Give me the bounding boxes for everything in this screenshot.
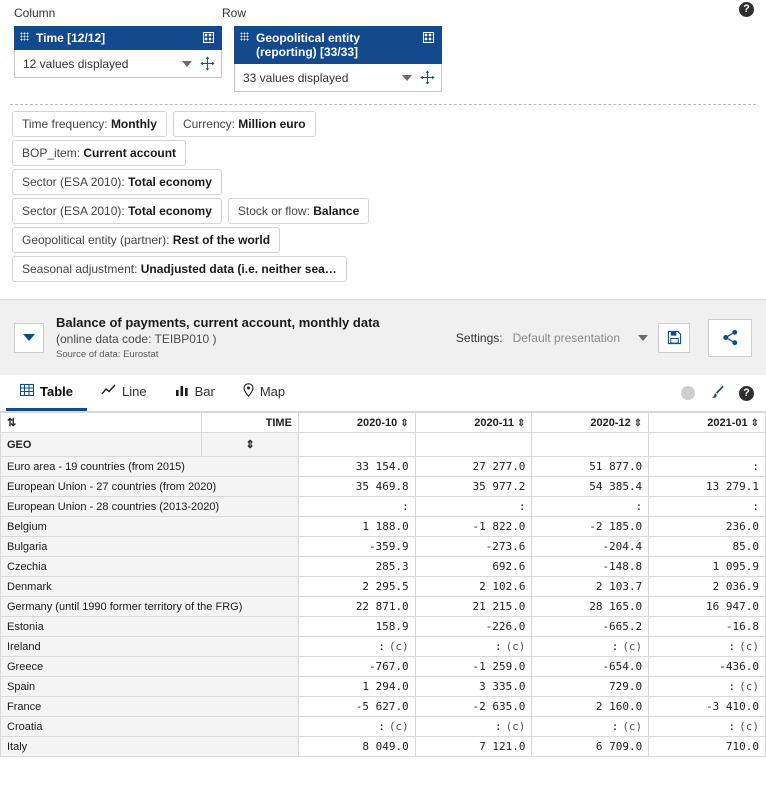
dimension-selector-area [0,0,766,92]
geo-row-spacer [415,433,532,457]
table-cell-value: : (c) [649,717,766,737]
table-row[interactable] [1,577,766,597]
table-row[interactable] [1,717,766,737]
column-header-label: 2021-01 [707,416,748,429]
sort-updown-icon[interactable]: ⇕ [245,439,255,451]
geo-header-row [1,433,766,457]
column-header-label: 2020-12 [590,416,631,429]
filter-chip-value: Total economy [128,204,212,218]
table-row[interactable] [1,677,766,697]
geo-header[interactable]: GEO [1,433,202,457]
filter-chip[interactable] [12,169,222,195]
table-cell-value: -2 185.0 [532,517,649,537]
table-cell-value: 2 160.0 [532,697,649,717]
filter-chip-value: Current account [83,146,177,160]
table-cell-value: 21 215.0 [415,597,532,617]
table-cell-value: 54 385.4 [532,477,649,497]
table-cell-value: 35 977.2 [415,477,532,497]
sort-icon[interactable]: ⇕ [633,417,643,429]
drag-grip-icon[interactable] [240,32,249,41]
data-table [0,412,766,757]
chevron-down-icon[interactable] [182,61,192,67]
row-geo-label: Ireland [1,637,299,657]
filter-chip-row [12,140,754,166]
table-cell-value: 85.0 [649,537,766,557]
table-cell-value: -359.9 [298,537,415,557]
table-cell-value: -1 259.0 [415,657,532,677]
tab-bar[interactable] [161,375,229,411]
table-cell-value: : (c) [649,677,766,697]
filter-chip-value: Rest of the world [172,233,271,247]
table-cell-value: 1 294.0 [298,677,415,697]
globe-icon[interactable] [681,386,695,400]
filter-chip-value: Million euro [238,117,306,131]
value-flag: (c) [622,640,643,653]
filter-chip-label: Stock or flow: [237,204,310,218]
chevron-down-icon[interactable] [402,75,412,81]
table-cell-value: -148.8 [532,557,649,577]
table-cell-value: : [532,497,649,517]
row-geo-label: Spain [1,677,299,697]
filter-chip-value: Monthly [110,117,157,131]
tab-label: Table [40,384,73,399]
table-cell-value: -1 822.0 [415,517,532,537]
help-icon[interactable]: ? [739,386,754,401]
dataset-code: (online data code: TEIBP010 ) [56,332,217,346]
table-row[interactable] [1,497,766,517]
line-chart-icon [101,383,116,400]
table-cell-value: 692.6 [415,557,532,577]
sort-icon[interactable]: ⇅ [7,417,17,429]
page-title: Balance of payments, current account, monthly data [56,315,380,330]
table-cell-value: : (c) [649,637,766,657]
tile-icon[interactable] [423,32,434,43]
filter-chip-row [12,111,754,137]
table-row[interactable] [1,657,766,677]
table-cell-value: : (c) [298,717,415,737]
column-dimension-selector[interactable] [14,26,222,78]
column-header-3[interactable] [649,413,766,433]
sort-icon[interactable]: ⇕ [517,417,526,429]
table-body [1,457,766,757]
tab-line[interactable] [87,375,161,411]
tab-label: Bar [194,384,215,399]
sort-icon[interactable]: ⇕ [400,417,409,429]
table-cell-value: 2 102.6 [415,577,532,597]
column-label: Column [14,6,56,20]
value-flag: (c) [622,720,643,733]
row-geo-label: Czechia [1,557,299,577]
column-header-label: 2020-10 [356,416,398,429]
table-cell-value: 2 036.9 [649,577,766,597]
table-cell-value: 16 947.0 [649,597,766,617]
row-dimension-value-row[interactable] [234,64,442,92]
filter-chips [0,105,766,289]
table-cell-value: : (c) [415,717,532,737]
table-cell-value: -665.2 [532,617,649,637]
table-row[interactable] [1,457,766,477]
table-row[interactable] [1,637,766,657]
filter-chip-label: Sector (ESA 2010): [22,204,125,218]
filter-chip[interactable] [12,227,280,253]
table-cell-value: -226.0 [415,617,532,637]
settings-value: Default presentation [512,330,620,345]
table-cell-value: : (c) [415,637,532,657]
table-cell-value: 8 049.0 [298,737,415,757]
table-cell-value: 51 877.0 [532,457,649,477]
table-row[interactable] [1,557,766,577]
row-geo-label: Estonia [1,617,299,637]
column-header-0[interactable] [298,413,415,433]
filter-chip-label: Seasonal adjustment: [22,262,138,276]
time-header[interactable]: TIME [202,413,299,433]
tab-map[interactable] [229,375,299,411]
table-cell-value: : [415,497,532,517]
filter-chip-row [12,169,754,195]
row-geo-label: Denmark [1,577,299,597]
table-icon [20,383,34,400]
table-cell-value: -2 635.0 [415,697,532,717]
filter-chip[interactable] [12,111,167,137]
tab-label: Line [122,384,147,399]
table-cell-value: 28 165.0 [532,597,649,617]
row-geo-label: European Union - 28 countries (2013-2020) [1,497,299,517]
table-cell-value: -436.0 [649,657,766,677]
filter-chip-row [12,256,754,282]
geo-row-spacer [649,433,766,457]
table-cell-value: 33 154.0 [298,457,415,477]
share-button[interactable] [708,319,752,357]
table-cell-value: : (c) [532,637,649,657]
bar-chart-icon [175,383,189,400]
tile-icon[interactable] [203,32,214,43]
filter-chip[interactable] [12,140,186,166]
column-header-1[interactable] [415,413,532,433]
row-geo-label: Greece [1,657,299,677]
table-cell-value: 710.0 [649,737,766,757]
row-geo-label: Croatia [1,717,299,737]
chevron-down-icon[interactable] [638,335,648,341]
table-cell-value: : (c) [532,717,649,737]
dimension-labels [0,0,766,22]
row-geo-label: Bulgaria [1,537,299,557]
row-label: Row [222,6,247,20]
table-cell-value: : [649,457,766,477]
table-cell-value: 285.3 [298,557,415,577]
filter-chip-value: Unadjusted data (i.e. neither sea… [140,262,337,276]
dataset-header-band [0,299,766,375]
filter-chip-row [12,198,754,224]
sort-toggle-cell[interactable] [1,413,202,433]
table-cell-value: -204.4 [532,537,649,557]
save-button[interactable] [658,323,690,353]
view-tabs [0,375,766,412]
filter-chip-value: Balance [313,204,360,218]
table-cell-value: -16.8 [649,617,766,637]
table-cell-value: : (c) [298,637,415,657]
table-cell-value: -767.0 [298,657,415,677]
row-geo-label: France [1,697,299,717]
dataset-title-block [56,315,456,360]
table-row[interactable] [1,477,766,497]
value-flag: (c) [388,720,409,733]
column-header-label: 2020-11 [474,416,515,429]
filter-chip-row [12,227,754,253]
table-cell-value: 35 469.8 [298,477,415,497]
filter-chip[interactable] [12,198,222,224]
row-geo-label: Euro area - 19 countries (from 2015) [1,457,299,477]
column-dimension-value-row[interactable] [14,50,222,78]
table-cell-value: 1 095.9 [649,557,766,577]
table-row[interactable] [1,697,766,717]
row-dimension-header[interactable] [234,26,442,64]
chevron-down-icon [23,334,35,341]
column-header-2[interactable] [532,413,649,433]
help-icon[interactable]: ? [739,2,754,17]
table-header-row [1,413,766,433]
row-dimension-title: Geopolitical entity (reporting) [33/33] [256,31,361,59]
drag-grip-icon[interactable] [20,32,29,41]
filter-chip[interactable] [12,256,347,282]
table-cell-value: 6 709.0 [532,737,649,757]
tab-right-icons [681,375,766,411]
filter-chip-label: BOP_item: [22,146,81,160]
table-cell-value: 729.0 [532,677,649,697]
brush-icon[interactable] [709,384,725,403]
row-geo-label: Italy [1,737,299,757]
geo-row-spacer [532,433,649,457]
tab-table[interactable] [6,375,87,411]
table-cell-value: 27 277.0 [415,457,532,477]
column-dimension-header[interactable] [14,26,222,50]
settings-select[interactable] [513,331,648,345]
filter-chip-label: Sector (ESA 2010): [22,175,125,189]
collapse-button[interactable] [14,323,44,353]
move-icon[interactable] [420,70,435,85]
row-dimension-value: 33 values displayed [243,70,349,85]
share-icon [722,329,739,346]
dataset-actions [456,319,752,357]
table-cell-value: 158.9 [298,617,415,637]
row-dimension-selector[interactable] [234,26,442,92]
selectors [0,22,766,92]
filter-chip[interactable] [228,198,369,224]
column-dimension-value: 12 values displayed [23,56,129,71]
table-cell-value: 13 279.1 [649,477,766,497]
tab-label: Map [259,384,286,399]
filter-chip[interactable] [173,111,316,137]
value-flag: (c) [739,720,759,733]
geo-row-spacer [298,433,415,457]
table-cell-value: 22 871.0 [298,597,415,617]
table-cell-value: 236.0 [649,517,766,537]
row-geo-label: Germany (until 1990 former territory of the FRG) [1,597,299,617]
value-flag: (c) [388,640,409,653]
table-cell-value: -654.0 [532,657,649,677]
dataset-source: Source of data: Eurostat [56,349,159,360]
filter-chip-value: Total economy [128,175,212,189]
table-cell-value: -3 410.0 [649,697,766,717]
table-cell-value: -273.6 [415,537,532,557]
table-cell-value: : [649,497,766,517]
table-row[interactable] [1,517,766,537]
table-cell-value: 1 188.0 [298,517,415,537]
table-cell-value: 2 295.5 [298,577,415,597]
table-cell-value: 2 103.7 [532,577,649,597]
value-flag: (c) [505,720,526,733]
table-row[interactable] [1,597,766,617]
table-row[interactable] [1,737,766,757]
settings-label: Settings: [455,330,503,345]
row-geo-label: Belgium [1,517,299,537]
table-cell-value: : [298,497,415,517]
table-cell-value: -5 627.0 [298,697,415,717]
table-row[interactable] [1,617,766,637]
sort-icon[interactable]: ⇕ [750,417,759,429]
value-flag: (c) [505,640,526,653]
filter-chip-label: Time frequency: [22,117,108,131]
move-icon[interactable] [200,56,215,71]
table-cell-value: 3 335.0 [415,677,532,697]
row-geo-label: European Union - 27 countries (from 2020) [1,477,299,497]
save-icon [667,330,682,345]
table-cell-value: 7 121.0 [415,737,532,757]
map-pin-icon [243,383,254,400]
value-flag: (c) [739,640,759,653]
filter-chip-label: Currency: [182,117,235,131]
geo-sort-cell[interactable] [202,433,299,457]
value-flag: (c) [739,680,759,693]
filter-chip-label: Geopolitical entity (partner): [22,233,170,247]
column-dimension-title: Time [12/12] [36,31,106,45]
table-row[interactable] [1,537,766,557]
